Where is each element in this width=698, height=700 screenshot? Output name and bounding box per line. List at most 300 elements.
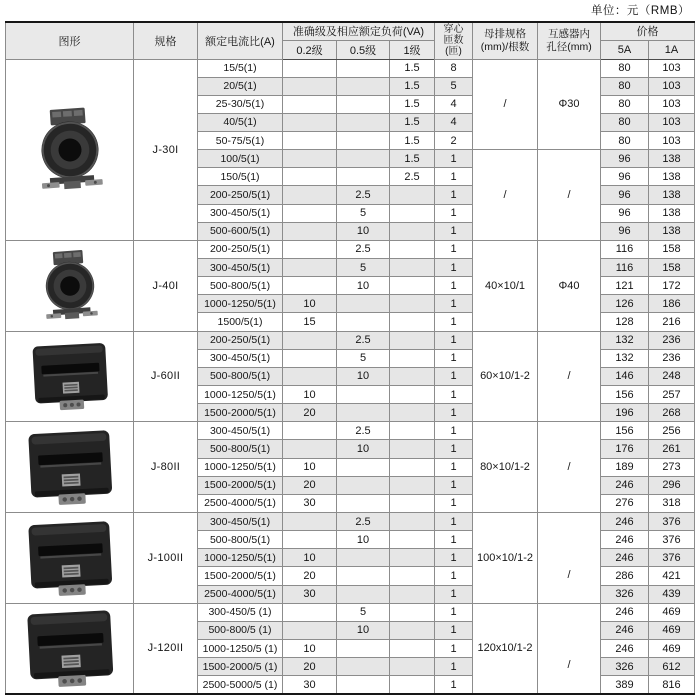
acc-05-cell [337, 676, 390, 694]
col-header-image: 图形 [6, 22, 134, 59]
toroidal-ct-photo-icon [31, 247, 109, 325]
ratio-cell: 15/5(1) [198, 59, 283, 77]
turns-cell: 1 [435, 404, 473, 422]
rectangular-ct-photo-icon [20, 518, 120, 598]
price-1a-cell: 273 [649, 458, 695, 476]
price-5a-cell: 80 [601, 77, 649, 95]
price-5a-cell: 246 [601, 621, 649, 639]
price-5a-cell: 246 [601, 531, 649, 549]
price-5a-cell: 246 [601, 640, 649, 658]
col-header-acc-1: 1级 [390, 40, 435, 59]
ratio-cell: 500-800/5 (1) [198, 621, 283, 639]
bore-cell: Φ30 [538, 59, 601, 150]
ratio-cell: 1500-2000/5(1) [198, 404, 283, 422]
ratio-cell: 300-450/5(1) [198, 513, 283, 531]
turns-cell: 1 [435, 513, 473, 531]
acc-02-cell [283, 277, 337, 295]
price-1a-cell: 439 [649, 585, 695, 603]
price-5a-cell: 96 [601, 222, 649, 240]
acc-05-cell: 2.5 [337, 513, 390, 531]
turns-cell: 1 [435, 277, 473, 295]
acc-1-cell [390, 222, 435, 240]
bore-cell: / [538, 422, 601, 513]
turns-cell: 1 [435, 640, 473, 658]
ratio-cell: 2500-4000/5(1) [198, 494, 283, 512]
acc-05-cell: 5 [337, 259, 390, 277]
price-1a-cell: 256 [649, 422, 695, 440]
acc-05-cell [337, 549, 390, 567]
acc-1-cell: 1.5 [390, 113, 435, 131]
price-1a-cell: 138 [649, 204, 695, 222]
price-5a-cell: 146 [601, 367, 649, 385]
acc-05-cell [337, 295, 390, 313]
ratio-cell: 1000-1250/5(1) [198, 386, 283, 404]
turns-cell: 1 [435, 349, 473, 367]
price-1a-cell: 186 [649, 295, 695, 313]
acc-02-cell [283, 186, 337, 204]
product-image-cell [6, 422, 134, 513]
ratio-cell: 300-450/5(1) [198, 259, 283, 277]
acc-05-cell: 2.5 [337, 422, 390, 440]
col-header-busbar-line2: (mm)/根数 [480, 40, 530, 53]
price-5a-cell: 96 [601, 168, 649, 186]
acc-05-cell: 10 [337, 277, 390, 295]
turns-cell: 1 [435, 658, 473, 676]
price-5a-cell: 132 [601, 331, 649, 349]
turns-cell: 1 [435, 531, 473, 549]
acc-02-cell: 20 [283, 404, 337, 422]
acc-02-cell [283, 513, 337, 531]
ratio-cell: 150/5(1) [198, 168, 283, 186]
price-1a-cell: 248 [649, 367, 695, 385]
col-header-turns-line2: 匝数 [443, 35, 464, 47]
price-1a-cell: 103 [649, 77, 695, 95]
col-header-acc-02: 0.2级 [283, 40, 337, 59]
price-5a-cell: 246 [601, 476, 649, 494]
ratio-cell: 2500-4000/5(1) [198, 585, 283, 603]
price-5a-cell: 156 [601, 386, 649, 404]
acc-02-cell: 30 [283, 494, 337, 512]
ratio-cell: 1500/5(1) [198, 313, 283, 331]
turns-cell: 4 [435, 113, 473, 131]
acc-1-cell [390, 658, 435, 676]
header-row-1 [6, 22, 695, 40]
acc-02-cell: 30 [283, 676, 337, 694]
product-image-cell [6, 59, 134, 240]
acc-02-cell [283, 259, 337, 277]
acc-1-cell [390, 204, 435, 222]
price-1a-cell: 318 [649, 494, 695, 512]
acc-1-cell [390, 277, 435, 295]
acc-05-cell: 2.5 [337, 186, 390, 204]
acc-02-cell: 10 [283, 549, 337, 567]
ratio-cell: 1000-1250/5(1) [198, 549, 283, 567]
acc-1-cell [390, 494, 435, 512]
price-5a-cell: 126 [601, 295, 649, 313]
price-1a-cell: 236 [649, 349, 695, 367]
price-1a-cell: 469 [649, 640, 695, 658]
price-5a-cell: 116 [601, 240, 649, 258]
price-1a-cell: 138 [649, 222, 695, 240]
price-1a-cell: 158 [649, 259, 695, 277]
acc-05-cell [337, 113, 390, 131]
acc-05-cell [337, 95, 390, 113]
spec-cell: J-40I [134, 240, 198, 331]
col-header-turns-line1: 穿心 [443, 24, 464, 36]
table-row [6, 422, 695, 440]
acc-05-cell: 10 [337, 222, 390, 240]
price-1a-cell: 158 [649, 240, 695, 258]
acc-05-cell [337, 476, 390, 494]
acc-02-cell [283, 440, 337, 458]
ratio-cell: 200-250/5(1) [198, 240, 283, 258]
acc-05-cell [337, 132, 390, 150]
acc-02-cell: 10 [283, 458, 337, 476]
acc-05-cell [337, 59, 390, 77]
bore-cell: Φ40 [538, 240, 601, 331]
price-1a-cell: 103 [649, 95, 695, 113]
price-5a-cell: 80 [601, 113, 649, 131]
turns-cell: 1 [435, 567, 473, 585]
acc-02-cell [283, 367, 337, 385]
rectangular-ct-photo-icon [18, 607, 122, 689]
acc-05-cell [337, 77, 390, 95]
ratio-cell: 100/5(1) [198, 150, 283, 168]
price-1a-cell: 103 [649, 132, 695, 150]
turns-cell: 1 [435, 603, 473, 621]
price-5a-cell: 286 [601, 567, 649, 585]
price-5a-cell: 116 [601, 259, 649, 277]
acc-1-cell [390, 386, 435, 404]
price-1a-cell: 612 [649, 658, 695, 676]
busbar-cell: 40×10/1 [473, 240, 538, 331]
acc-02-cell: 20 [283, 658, 337, 676]
acc-02-cell: 10 [283, 386, 337, 404]
price-1a-cell: 421 [649, 567, 695, 585]
acc-05-cell [337, 640, 390, 658]
ratio-cell: 500-800/5(1) [198, 277, 283, 295]
ratio-cell: 50-75/5(1) [198, 132, 283, 150]
ratio-cell: 200-250/5(1) [198, 186, 283, 204]
ratio-cell: 1500-2000/5(1) [198, 476, 283, 494]
acc-02-cell [283, 150, 337, 168]
turns-cell: 1 [435, 386, 473, 404]
ratio-cell: 300-450/5(1) [198, 204, 283, 222]
ratio-cell: 2500-5000/5 (1) [198, 676, 283, 694]
acc-1-cell [390, 531, 435, 549]
spec-cell: J-100II [134, 513, 198, 604]
col-header-bore-line2: 孔径(mm) [546, 40, 592, 53]
acc-05-cell [337, 168, 390, 186]
price-5a-cell: 189 [601, 458, 649, 476]
col-header-accuracy-group: 准确级及相应额定负荷(VA) [283, 22, 435, 40]
turns-cell: 1 [435, 259, 473, 277]
busbar-cell: 80×10/1-2 [473, 422, 538, 513]
acc-02-cell [283, 222, 337, 240]
bore-cell: / [538, 603, 601, 694]
spec-cell: J-80II [134, 422, 198, 513]
acc-05-cell: 10 [337, 621, 390, 639]
price-5a-cell: 96 [601, 186, 649, 204]
price-5a-cell: 121 [601, 277, 649, 295]
spec-cell: J-30I [134, 59, 198, 240]
price-5a-cell: 176 [601, 440, 649, 458]
ratio-cell: 20/5(1) [198, 77, 283, 95]
ratio-cell: 500-800/5(1) [198, 440, 283, 458]
acc-05-cell [337, 585, 390, 603]
acc-1-cell [390, 476, 435, 494]
table-row [6, 513, 695, 531]
ratio-cell: 500-600/5(1) [198, 222, 283, 240]
acc-05-cell [337, 567, 390, 585]
price-1a-cell: 236 [649, 331, 695, 349]
ratio-cell: 300-450/5 (1) [198, 603, 283, 621]
table-header [6, 22, 695, 59]
acc-1-cell [390, 676, 435, 694]
table-row [6, 331, 695, 349]
ratio-cell: 300-450/5(1) [198, 349, 283, 367]
turns-cell: 1 [435, 240, 473, 258]
turns-cell: 1 [435, 676, 473, 694]
acc-02-cell [283, 349, 337, 367]
price-5a-cell: 80 [601, 132, 649, 150]
acc-1-cell: 1.5 [390, 59, 435, 77]
price-5a-cell: 196 [601, 404, 649, 422]
acc-1-cell [390, 422, 435, 440]
col-header-spec: 规格 [134, 22, 198, 59]
price-5a-cell: 326 [601, 585, 649, 603]
acc-02-cell [283, 77, 337, 95]
acc-1-cell [390, 295, 435, 313]
col-header-bore [538, 22, 601, 59]
spec-cell: J-120II [134, 603, 198, 694]
price-5a-cell: 80 [601, 95, 649, 113]
price-1a-cell: 103 [649, 59, 695, 77]
col-header-busbar-line1: 母排规格 [484, 28, 526, 41]
acc-05-cell [337, 386, 390, 404]
turns-cell: 8 [435, 59, 473, 77]
price-1a-cell: 138 [649, 168, 695, 186]
price-5a-cell: 96 [601, 204, 649, 222]
rectangular-ct-photo-icon [20, 427, 120, 507]
acc-1-cell [390, 567, 435, 585]
acc-05-cell: 5 [337, 204, 390, 222]
price-1a-cell: 469 [649, 621, 695, 639]
ratio-cell: 1500-2000/5(1) [198, 567, 283, 585]
product-image-cell [6, 603, 134, 694]
price-5a-cell: 156 [601, 422, 649, 440]
acc-05-cell: 2.5 [337, 331, 390, 349]
acc-1-cell [390, 240, 435, 258]
acc-02-cell [283, 132, 337, 150]
table-row [6, 59, 695, 77]
bore-cell: / [538, 331, 601, 422]
acc-1-cell [390, 458, 435, 476]
acc-1-cell: 1.5 [390, 132, 435, 150]
table-body [6, 59, 695, 694]
price-1a-cell: 376 [649, 531, 695, 549]
acc-1-cell [390, 367, 435, 385]
acc-02-cell [283, 621, 337, 639]
ratio-cell: 200-250/5(1) [198, 331, 283, 349]
turns-cell: 1 [435, 476, 473, 494]
acc-05-cell: 10 [337, 367, 390, 385]
product-image-cell [6, 513, 134, 604]
busbar-cell: 120x10/1-2 [473, 603, 538, 694]
acc-02-cell: 30 [283, 585, 337, 603]
ratio-cell: 1000-1250/5(1) [198, 458, 283, 476]
price-5a-cell: 96 [601, 150, 649, 168]
turns-cell: 1 [435, 204, 473, 222]
acc-1-cell [390, 404, 435, 422]
acc-05-cell: 10 [337, 531, 390, 549]
price-1a-cell: 296 [649, 476, 695, 494]
turns-cell: 1 [435, 168, 473, 186]
price-1a-cell: 138 [649, 150, 695, 168]
turns-cell: 2 [435, 132, 473, 150]
col-header-acc-05: 0.5级 [337, 40, 390, 59]
price-table [5, 21, 695, 695]
price-1a-cell: 103 [649, 113, 695, 131]
ratio-cell: 500-800/5(1) [198, 531, 283, 549]
col-header-turns [435, 22, 473, 59]
acc-1-cell: 1.5 [390, 150, 435, 168]
unit-label: 单位：元（RMB） [590, 5, 690, 17]
toroidal-ct-photo-icon [24, 104, 116, 196]
acc-05-cell [337, 404, 390, 422]
price-1a-cell: 469 [649, 603, 695, 621]
col-header-price-1a: 1A [649, 40, 695, 59]
price-5a-cell: 246 [601, 603, 649, 621]
acc-05-cell [337, 313, 390, 331]
acc-05-cell [337, 494, 390, 512]
acc-1-cell: 1.5 [390, 77, 435, 95]
acc-05-cell: 2.5 [337, 240, 390, 258]
acc-02-cell [283, 531, 337, 549]
turns-cell: 1 [435, 295, 473, 313]
busbar-cell: / [473, 150, 538, 241]
acc-1-cell [390, 585, 435, 603]
acc-05-cell [337, 458, 390, 476]
spec-cell: J-60II [134, 331, 198, 422]
acc-02-cell [283, 168, 337, 186]
ratio-cell: 1000-1250/5(1) [198, 295, 283, 313]
price-1a-cell: 261 [649, 440, 695, 458]
turns-cell: 1 [435, 367, 473, 385]
price-5a-cell: 128 [601, 313, 649, 331]
col-header-bore-line1: 互感器内 [548, 28, 590, 41]
table-row [6, 603, 695, 621]
price-5a-cell: 326 [601, 658, 649, 676]
turns-cell: 1 [435, 621, 473, 639]
acc-02-cell [283, 204, 337, 222]
acc-05-cell [337, 658, 390, 676]
acc-02-cell [283, 240, 337, 258]
acc-02-cell [283, 95, 337, 113]
price-1a-cell: 138 [649, 186, 695, 204]
acc-02-cell: 15 [283, 313, 337, 331]
acc-1-cell [390, 621, 435, 639]
acc-02-cell [283, 113, 337, 131]
acc-1-cell [390, 331, 435, 349]
acc-05-cell: 5 [337, 603, 390, 621]
turns-cell: 1 [435, 331, 473, 349]
turns-cell: 1 [435, 313, 473, 331]
price-5a-cell: 389 [601, 676, 649, 694]
acc-1-cell [390, 513, 435, 531]
price-1a-cell: 216 [649, 313, 695, 331]
acc-1-cell: 2.5 [390, 168, 435, 186]
product-image-cell [6, 240, 134, 331]
acc-1-cell [390, 313, 435, 331]
acc-1-cell [390, 549, 435, 567]
turns-cell: 1 [435, 440, 473, 458]
table-row [6, 240, 695, 258]
acc-05-cell: 10 [337, 440, 390, 458]
col-header-price-5a: 5A [601, 40, 649, 59]
acc-1-cell [390, 186, 435, 204]
acc-02-cell: 20 [283, 476, 337, 494]
turns-cell: 1 [435, 422, 473, 440]
acc-02-cell: 20 [283, 567, 337, 585]
acc-05-cell: 5 [337, 349, 390, 367]
price-1a-cell: 376 [649, 513, 695, 531]
bore-cell: / [538, 513, 601, 604]
price-1a-cell: 172 [649, 277, 695, 295]
turns-cell: 1 [435, 186, 473, 204]
price-1a-cell: 257 [649, 386, 695, 404]
acc-1-cell: 1.5 [390, 95, 435, 113]
turns-cell: 1 [435, 222, 473, 240]
col-header-price-group: 价格 [601, 22, 695, 40]
turns-cell: 1 [435, 494, 473, 512]
busbar-cell: / [473, 59, 538, 150]
acc-02-cell [283, 331, 337, 349]
acc-02-cell: 10 [283, 640, 337, 658]
acc-02-cell [283, 59, 337, 77]
acc-1-cell [390, 259, 435, 277]
price-5a-cell: 246 [601, 549, 649, 567]
col-header-busbar [473, 22, 538, 59]
turns-cell: 4 [435, 95, 473, 113]
ratio-cell: 40/5(1) [198, 113, 283, 131]
busbar-cell: 100×10/1-2 [473, 513, 538, 604]
acc-1-cell [390, 603, 435, 621]
price-1a-cell: 268 [649, 404, 695, 422]
turns-cell: 5 [435, 77, 473, 95]
acc-05-cell [337, 150, 390, 168]
rectangular-ct-photo-icon [27, 338, 113, 414]
turns-cell: 1 [435, 150, 473, 168]
price-5a-cell: 246 [601, 513, 649, 531]
acc-1-cell [390, 640, 435, 658]
ratio-cell: 300-450/5(1) [198, 422, 283, 440]
price-5a-cell: 276 [601, 494, 649, 512]
price-5a-cell: 132 [601, 349, 649, 367]
ratio-cell: 1000-1250/5 (1) [198, 640, 283, 658]
turns-cell: 1 [435, 549, 473, 567]
ratio-cell: 25-30/5(1) [198, 95, 283, 113]
price-5a-cell: 80 [601, 59, 649, 77]
acc-02-cell: 10 [283, 295, 337, 313]
bore-cell: / [538, 150, 601, 241]
turns-cell: 1 [435, 585, 473, 603]
acc-02-cell [283, 422, 337, 440]
price-1a-cell: 376 [649, 549, 695, 567]
acc-02-cell [283, 603, 337, 621]
acc-1-cell [390, 440, 435, 458]
col-header-turns-line3: (匝) [445, 46, 462, 58]
